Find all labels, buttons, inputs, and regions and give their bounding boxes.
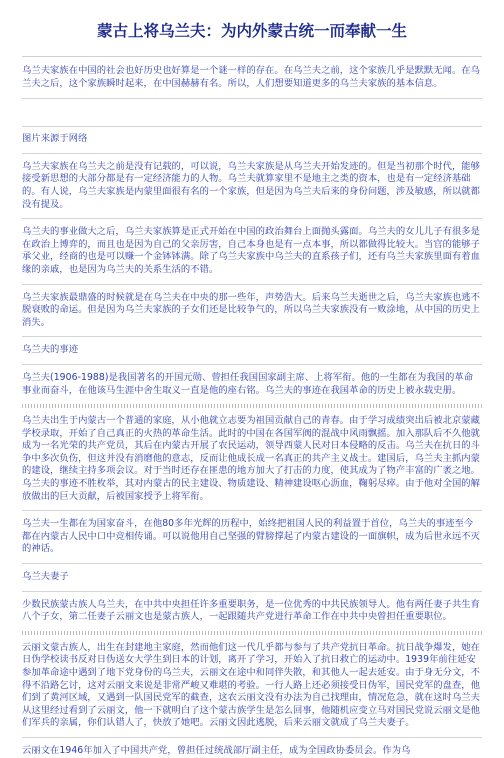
title-divider (22, 56, 482, 57)
divider (22, 126, 482, 127)
body-paragraph: 乌兰夫(1906-1988)是我国著名的开国元勋、曾担任我国国家副主席、上将军衔。他的一生都在为我国的革命事业而奋斗，在他该马生涯中舍生取义一直是他的座右铭。乌兰夫的事迹在我国革命的历史上被永载史册。 (22, 371, 474, 396)
body-paragraph: 云丽文蒙古族人，出生在封建地主家庭，然而他们这一代几乎都与参与了共产党抗日革命。抗日战争爆发，她在日伪学校读书反对日伪送女大学生到日本的计划，离开了学习，开始入了抗日救亡的运动中。1939年前往延安参加革命途中遇到了地下党身份的乌兰夫，云丽文在途中和同伴失散，和其他人一起去延安。由于身无分文，不得不沿路乞讨，这对云丽文来说是非常严峻又难堪的考验。一行人路上还必须接受日伪军，国民党军的盘查，他们到了黄河区域，又遇到一队国民党军的截查，这农云丽文没有办法为自己找理由，情况危急，就在这时乌兰夫从这里经过看到了云丽文，他一下就明白了这个蒙古族学生是怎么回事，他随机应变立马对国民党说云丽文是他们军兵的亲属，你们认错人了，快放了她吧。云丽文因此逃脱，后来云丽文就成了乌兰夫妻子。 (22, 641, 480, 729)
divider (22, 737, 482, 738)
divider (22, 364, 482, 365)
intro-paragraph: 乌兰夫家族在中国的社会也好历史也好算是一个谜一样的存在。在乌兰夫之前，这个家族几乎是默默无闻。在乌兰夫之后，这个家族瞬时起来，在中国赫赫有名。所以，人们想要知道更多的乌兰夫家族的基本信息。 (22, 65, 480, 89)
body-paragraph: 乌兰夫家族在乌兰夫之前是没有记载的，可以说，乌兰夫家族是从乌兰夫开始发迹的。但是当初那个时代，能够接受新思想的大部分都是有一定经济能力的人物。乌兰夫就算家里不是地主之类的资本，也是有一定经济基础的。有人说，乌兰夫家族是内蒙里面很有名的一个家族，但是因为乌兰夫后来的身份问题，涉及敏感，所以就都没有提及。 (22, 160, 480, 210)
body-paragraph: 少数民族蒙古族人乌兰夫，在中共中央担任许多重要职务，是一位优秀的中共民族领导人。他有两任妻子共生育八个子女，第二任妻子云丽文也是蒙古族人，一起跟随共产党进行革命工作在中共中央曾担任重要职位。 (22, 598, 480, 623)
section-heading: 乌兰夫的事迹 (22, 344, 79, 356)
section-heading: 乌兰夫妻子 (22, 571, 69, 583)
body-paragraph: 乌兰夫家族最鼎盛的时候就是在乌兰夫在中央的那一些年，声势浩大。后来乌兰夫逝世之后，乌兰夫家族也逃不脱衰败的命运。但是因为乌兰夫家族的子女们还是比较争气的，所以乌兰夫家族没有一败涂地，从中国的历史上消失。 (22, 291, 480, 328)
divider (22, 284, 482, 285)
divider (22, 563, 482, 564)
hatched-divider (22, 631, 482, 635)
body-paragraph: 乌兰夫出生于内蒙古一个普通的家庭，从小他就立志要为祖国贡献自己的青春。由于学习成绩突出后被北京蒙藏学校录取，开始了自己真正的火热的革命生活。此时的中国在各国军阀的混战中风雨飘摇。加入那队后不久他就成为一名光荣的共产党员，其后在内蒙古开展了农民运动，领导西蒙人民对日本侵略的反击。乌兰夫在抗日的斗争中多次负伤，但这并没有消磨他的意志，反而让他成长成一名真正的共产主义战士。建国后，乌兰夫主抓内蒙的建设，继续主持多项会议。对于当时还存在匪患的地方加大了打击的力度，使其成为了物产丰富的广袤之地。乌兰夫的事迹不胜枚举，其对内蒙古的民主建设、物质建设、精神建设呕心沥血，鞠躬尽瘁。由于他对全国的解放做出的巨大贡献，后被国家授予上将军衔。 (22, 415, 480, 502)
divider (22, 218, 482, 219)
image-area (22, 99, 482, 126)
divider (22, 336, 482, 337)
body-paragraph: 乌兰夫的事业做大之后，乌兰夫家族算是正式开始在中国的政治舞台上面抛头露面。乌兰夫的女儿儿子有很多是在政治上博弈的，而且也是因为自己的父亲厉害，自己本身也是有一点本事，所以都做得比较大。当官的能够子承父业，经商的也是可以赚一个金钵钵满。除了乌兰夫家族中乌兰夫的直系孩子们，还有乌兰夫家族里面有着血缘的亲戚，也是因为乌兰夫的关系生活的不错。 (22, 226, 480, 275)
divider (22, 510, 482, 511)
divider (22, 153, 482, 154)
body-paragraph: 乌兰夫一生都在为国家奋斗，在他80多年光辉的历程中，始终把祖国人民的利益置于首位，乌兰夫的事迹至今都在内蒙古人民中口中竞相传诵。可以说他用自己坚强的臂膀撑起了内蒙古建设的一面旗帜，成为后世永远不灭的神话。 (22, 518, 480, 555)
hatched-divider (22, 404, 482, 408)
page-title: 蒙古上将乌兰夫：为内外蒙古统一而奉献一生 (96, 22, 407, 40)
body-paragraph: 云丽文在1946年加入了中国共产党，曾担任过统战部厅副主任，成为全国政协委员会。作为乌 (22, 744, 411, 756)
image-caption: 图片来源于网络 (22, 133, 88, 145)
divider (22, 591, 482, 592)
